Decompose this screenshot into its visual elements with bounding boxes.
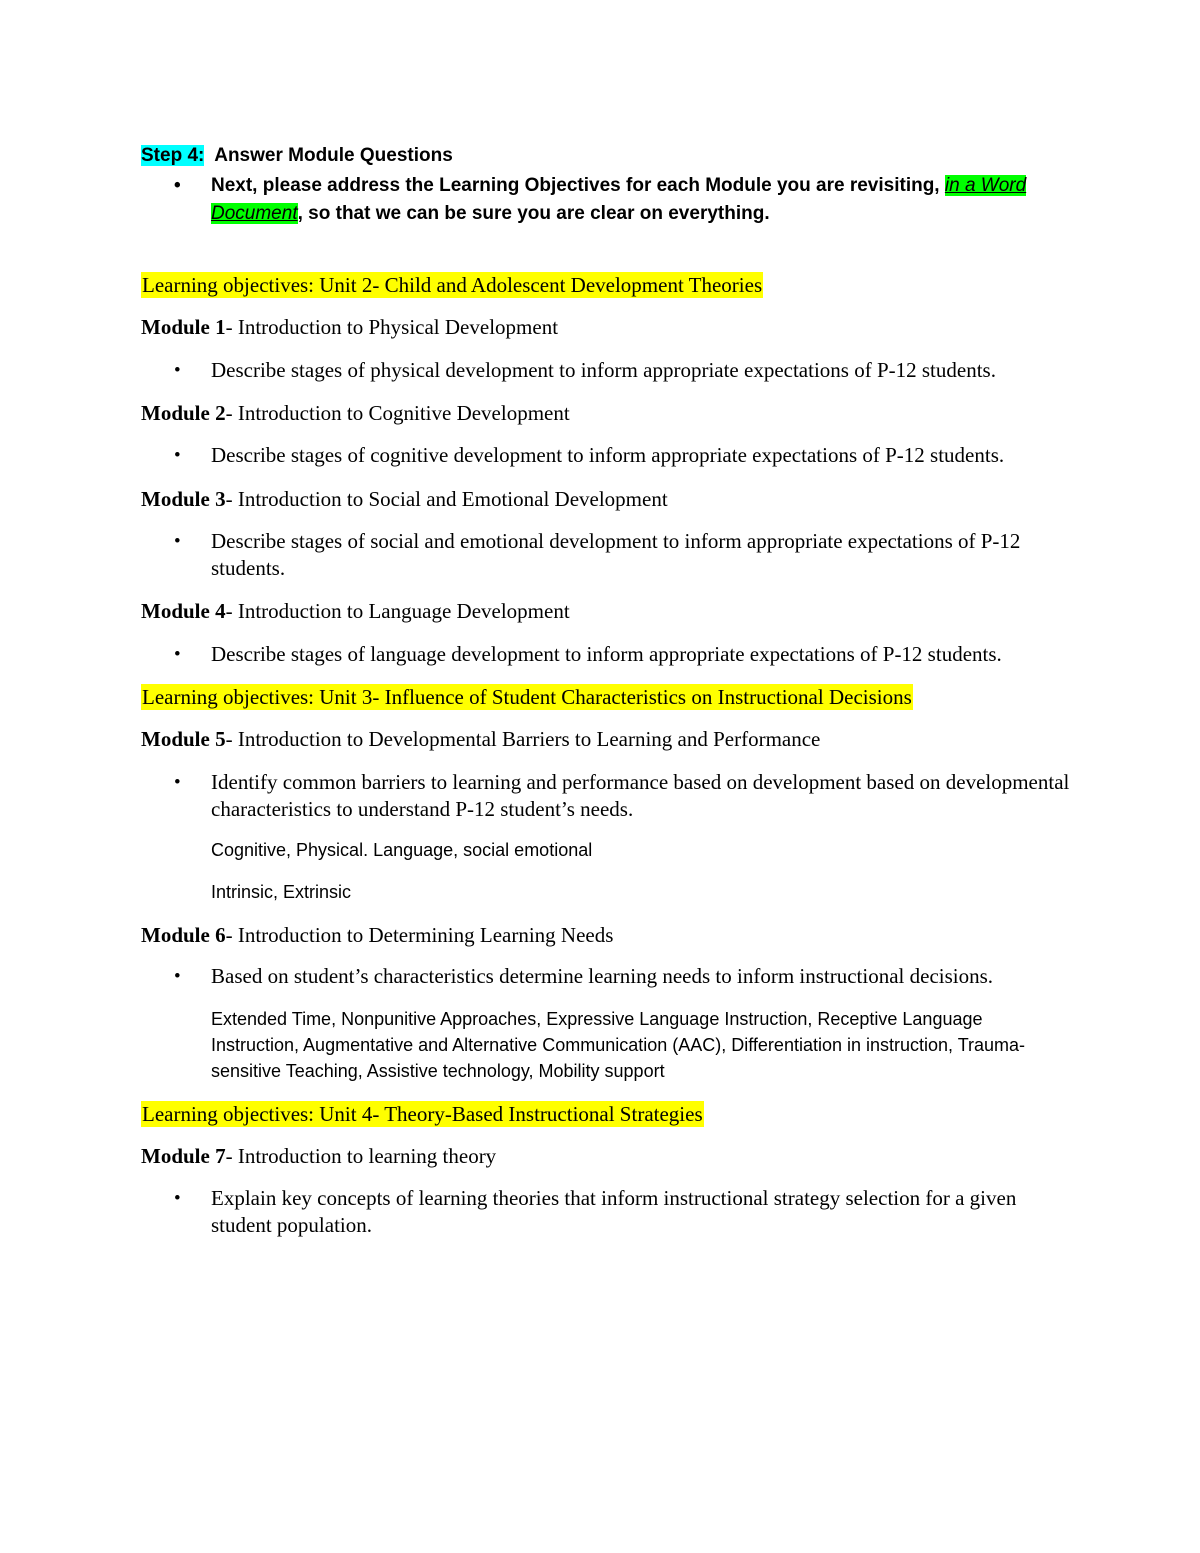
- module-objective: • Identify common barriers to learning and performance based on development based on developmental characteristics to understand P-12 student’s needs.: [174, 770, 1070, 821]
- bullet-icon: •: [174, 1188, 181, 1209]
- unit-heading: Learning objectives: Unit 3- Influence of Student Characteristics on Instructional Decisions: [142, 685, 912, 709]
- module-note: Intrinsic, Extrinsic: [211, 882, 352, 902]
- step-heading: [141, 142, 1071, 170]
- module-note: Extended Time, Nonpunitive Approaches, Expressive Language Instruction, Receptive Language Instruction, Augmentative and Alternative Communication (AAC), Differentiation in instruction, Trauma-sensitive Teaching, Assistive technology, Mobility support: [211, 1009, 1026, 1081]
- bullet-icon: •: [174, 175, 181, 196]
- module-title: Module 7- Introduction to learning theory: [141, 1144, 497, 1168]
- unit-heading: Learning objectives: Unit 4- Theory-Based Instructional Strategies: [142, 1102, 703, 1126]
- bullet-icon: •: [174, 644, 181, 665]
- module-objective: • Describe stages of physical development to inform appropriate expectations of P-12 students.: [174, 358, 996, 382]
- bullet-icon: •: [174, 772, 181, 793]
- module-title: Module 5- Introduction to Developmental Barriers to Learning and Performance: [141, 727, 821, 751]
- module-objective: • Describe stages of language development to inform appropriate expectations of P-12 students.: [174, 642, 1002, 666]
- module-title: Module 2- Introduction to Cognitive Development: [141, 401, 570, 425]
- step-title: Answer Module Questions: [214, 145, 453, 166]
- module-objective: • Describe stages of cognitive development to inform appropriate expectations of P-12 students.: [174, 443, 1005, 467]
- module-title: Module 1- Introduction to Physical Development: [141, 315, 559, 339]
- step-instruction: • Next, please address the Learning Objectives for each Module you are revisiting, in a Word Document, so that we can be sure you are clear on everything.: [141, 172, 1071, 228]
- module-note: Cognitive, Physical. Language, social emotional: [211, 840, 593, 860]
- bullet-icon: •: [174, 966, 181, 987]
- module-objective: • Explain key concepts of learning theories that inform instructional strategy selection for a given student population.: [174, 1186, 1017, 1237]
- module-title: Module 6- Introduction to Determining Learning Needs: [141, 923, 614, 947]
- unit-heading: Learning objectives: Unit 2- Child and Adolescent Development Theories: [142, 273, 763, 297]
- bullet-icon: •: [174, 445, 181, 466]
- bullet-icon: •: [174, 531, 181, 552]
- word-document-link[interactable]: in a Word Document: [211, 175, 1027, 224]
- module-objective: • Based on student’s characteristics determine learning needs to inform instructional decisions.: [174, 964, 994, 988]
- module-title: Module 4- Introduction to Language Development: [141, 599, 570, 623]
- step-label: Step 4:: [141, 145, 205, 166]
- document-content: [141, 142, 1071, 1239]
- module-objective: • Describe stages of social and emotional development to inform appropriate expectations of P-12 students.: [174, 529, 1021, 580]
- module-title: Module 3- Introduction to Social and Emotional Development: [141, 487, 668, 511]
- bullet-icon: •: [174, 360, 181, 381]
